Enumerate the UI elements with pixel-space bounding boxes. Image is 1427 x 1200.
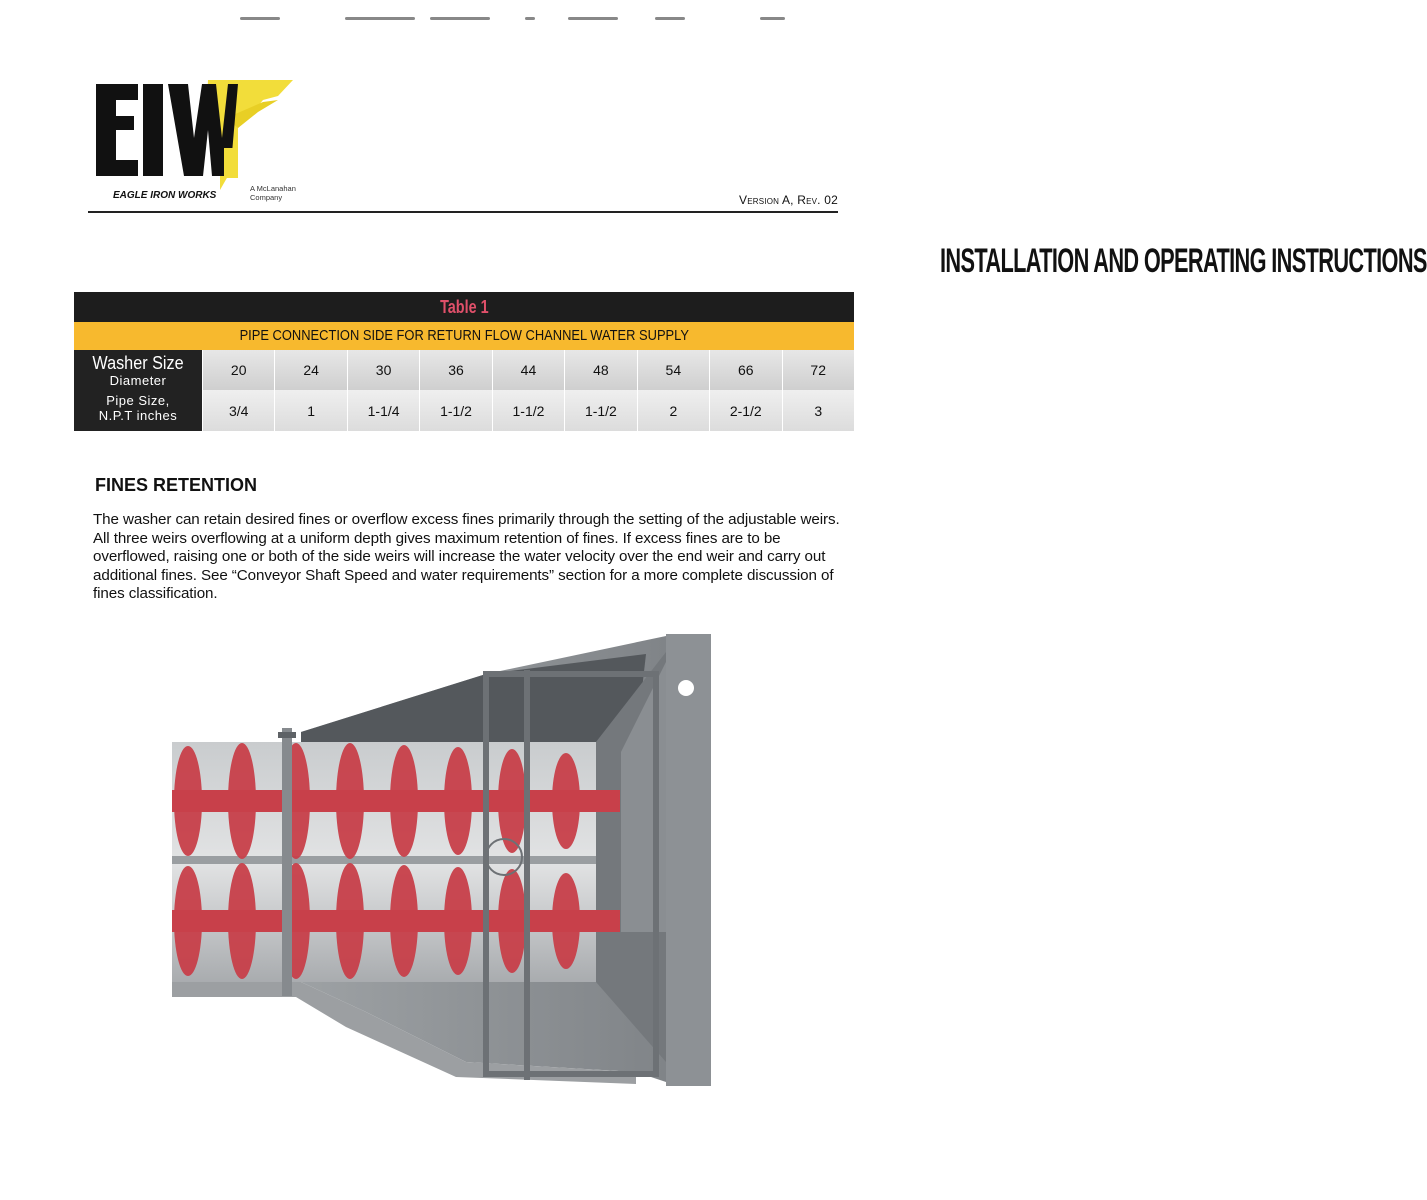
table-row-pipe-size xyxy=(74,390,854,431)
scan-artifact-band xyxy=(0,14,925,22)
table-cell: 66 xyxy=(709,350,781,390)
table-cell: 1-1/4 xyxy=(347,390,419,431)
table-cell: 3/4 xyxy=(202,390,274,431)
row-header-washer-size: Washer Size Diameter xyxy=(74,350,202,390)
pipe-connection-table xyxy=(74,292,854,431)
table-cell: 24 xyxy=(274,350,346,390)
company-name: EAGLE IRON WORKS xyxy=(113,190,217,201)
table-row-washer-size xyxy=(74,350,854,390)
row-header-pipe-size: Pipe Size, N.P.T inches xyxy=(74,390,202,431)
table-cell: 72 xyxy=(782,350,854,390)
table-cell: 3 xyxy=(782,390,854,431)
table-cell: 1 xyxy=(274,390,346,431)
table-cell: 1-1/2 xyxy=(419,390,491,431)
table-cell: 2 xyxy=(637,390,709,431)
section-body: The washer can retain desired fines or overflow excess fines primarily through the setting of the adjustable weirs. All three weirs overflowing at a uniform depth gives maximum retention of fines. If excess fines are to be overflowed, raising one or both of the side weirs will increase the water velocity over the end weir and carry out additional fines. See “Conveyor Shaft Speed and water requirements” section for a more complete discussion of fines classification. xyxy=(93,511,840,602)
company-subtitle: A McLanahan Company xyxy=(250,184,296,202)
header-divider xyxy=(88,211,838,213)
document-title: INSTALLATION AND OPERATING INSTRUCTIONS xyxy=(940,242,1427,280)
table-cell: 48 xyxy=(564,350,636,390)
section-heading: FINES RETENTION xyxy=(95,475,258,495)
table-cell: 1-1/2 xyxy=(564,390,636,431)
screw-washer-illustration xyxy=(166,632,716,1092)
table-cell: 44 xyxy=(492,350,564,390)
table-cell: 30 xyxy=(347,350,419,390)
table-cell: 36 xyxy=(419,350,491,390)
table-cell: 1-1/2 xyxy=(492,390,564,431)
eagle-iron-works-logo xyxy=(88,78,318,206)
table-cell: 20 xyxy=(202,350,274,390)
version-label: Version A, Rev. 02 xyxy=(739,193,838,207)
table-cell: 54 xyxy=(637,350,709,390)
table-subtitle: PIPE CONNECTION SIDE FOR RETURN FLOW CHANNEL WATER SUPPLY xyxy=(74,322,854,350)
table-cell: 2-1/2 xyxy=(709,390,781,431)
table-title: Table 1 xyxy=(74,292,854,322)
